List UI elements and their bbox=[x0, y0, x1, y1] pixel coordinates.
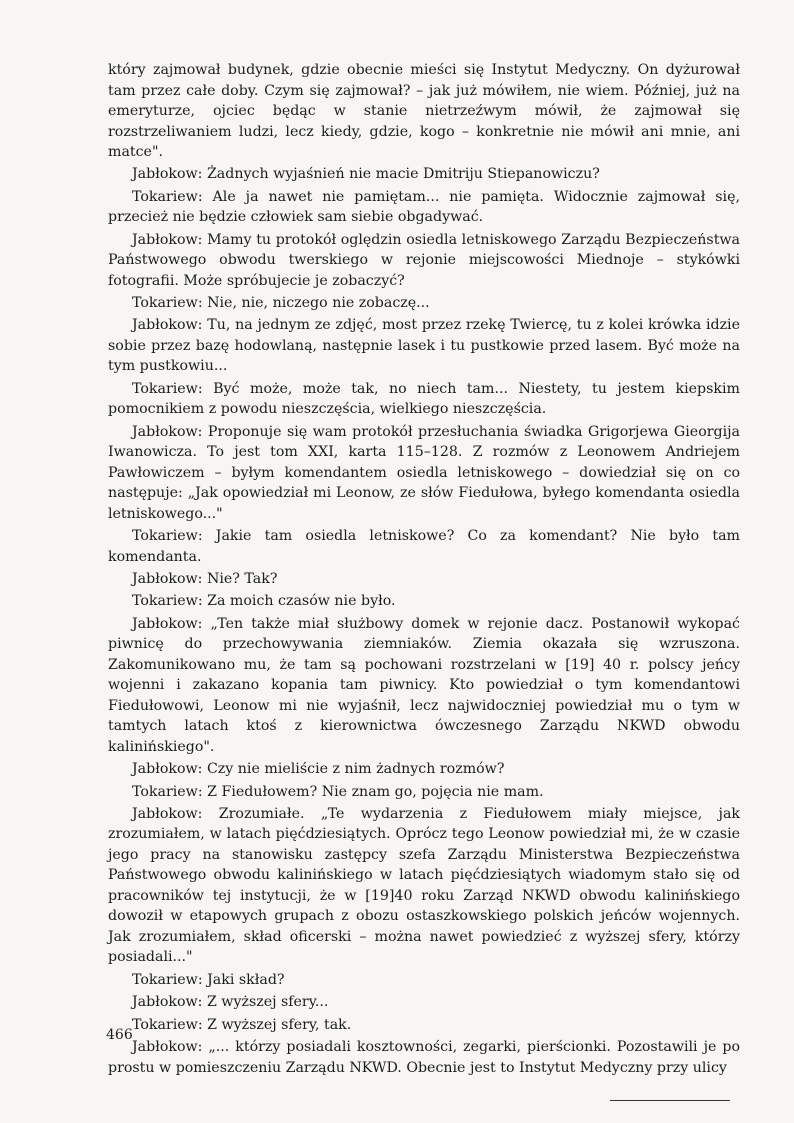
paragraph: Jabłokow: Zrozumiałe. „Te wydarzenia z Fiedułowem miały miejsce, jak zrozumiałem, w latach pięćdziesiątych. Oprócz tego Leonow powiedział mi, że w czasie jego pracy na stanowisku zastępcy szefa Zarządu Ministerstwa Bezpieczeństwa Państwowego obwodu kalinińskiego w latach pięćdziesiątych wiadomym stało się od pracowników tej instytucji, że w [19]40 roku Zarząd NKWD obwodu kalinińskiego dowoził w etapowych grupach z obozu ostaszkowskiego polskich jeńców wojennych. Jak zrozumiałem, skład oficerski – można nawet powiedzieć z wyższej sfery, którzy posiadali..." bbox=[108, 805, 740, 966]
paragraph: Jabłokow: Nie? Tak? bbox=[132, 571, 278, 588]
paragraph: Tokariew: Jakie tam osiedla letniskowe? Co za komendant? Nie było tam komendanta. bbox=[108, 528, 740, 565]
paragraph: Tokariew: Za moich czasów nie było. bbox=[132, 593, 396, 610]
paragraph: Tokariew: Jaki skład? bbox=[132, 971, 285, 988]
paragraph: Tokariew: Z wyższej sfery, tak. bbox=[132, 1016, 352, 1033]
paragraph: Jabłokow: Tu, na jednym ze zdjęć, most przez rzekę Twiercę, tu z kolei krówka idzie sobie przez bazę hodowlaną, następnie lasek i tu pustkowie przed lasem. Być może na tym pustkowiu... bbox=[108, 317, 740, 375]
footer-rule bbox=[610, 1100, 730, 1101]
body-text bbox=[108, 60, 740, 1080]
paragraph: Tokariew: Być może, może tak, no niech tam... Niestety, tu jestem kiepskim pomocnikiem z powodu nieszczęścia, wielkiego nieszczęścia. bbox=[108, 380, 740, 418]
paragraph: Jabłokow: Z wyższej sfery... bbox=[132, 994, 329, 1011]
paragraph: Jabłokow: Mamy tu protokół oględzin osiedla letniskowego Zarządu Bezpieczeństwa Państwowego obwodu twerskiego w rejonie miejscowości Miednoje – stykówki fotografii. Może spróbujecie je zobaczyć? bbox=[108, 231, 740, 289]
paragraph: Jabłokow: „... którzy posiadali kosztowności, zegarki, pierścionki. Pozostawili je po prostu w pomieszczeniu Zarządu NKWD. Obecnie jest to Instytut Medyczny przy ulicy bbox=[108, 1039, 740, 1076]
paragraph: który zajmował budynek, gdzie obecnie mieści się Instytut Medyczny. On dyżurował tam przez całe doby. Czym się zajmował? – jak już mówiłem, nie wiem. Później, już na emeryturze, ojciec będąc w stanie nietrzeźwym mówił, że zajmował się rozstrzeliwaniem ludzi, lecz kiedy, gdzie, kogo – konkretnie nie mówił ani mnie, ani matce". bbox=[108, 62, 740, 160]
paragraph: Jabłokow: „Ten także miał służbowy domek w rejonie dacz. Postanowił wykopać piwnicę do przechowywania ziemniaków. Ziemia okazała się wzruszona. Zakomunikowano mu, że tam są pochowani rozstrzelani w [19] 40 r. polscy jeńcy wojenni i zakazano kopania tam piwnicy. Kto powiedział o tym komendantowi Fiedułowowi, Leonow mi nie wyjaśnił, lecz najwidoczniej powiedział mu o tym w tamtych latach ktoś z kierownictwa ówczesnego Zarządu NKWD obwodu kalinińskiego". bbox=[108, 615, 740, 755]
paragraph: Tokariew: Z Fiedułowem? Nie znam go, pojęcia nie mam. bbox=[132, 783, 544, 800]
paragraph: Tokariew: Nie, nie, niczego nie zobaczę... bbox=[132, 295, 430, 312]
paragraph: Jabłokow: Czy nie mieliście z nim żadnych rozmów? bbox=[132, 761, 505, 778]
paragraph: Jabłokow: Proponuje się wam protokół przesłuchania świadka Grigorjewa Gieorgija Iwanowicza. To jest tom XXI, karta 115–128. Z rozmów z Leonowem Andriejem Pawłowiczem – byłym komendantem osiedla letniskowego – dowiedział się on co następuje: „Jak opowiedział mi Leonow, ze słów Fiedułowa, byłego komendanta osiedla letniskowego..." bbox=[108, 423, 740, 522]
page-number: 466 bbox=[106, 1027, 133, 1043]
paragraph: Jabłokow: Żadnych wyjaśnień nie macie Dmitriju Stiepanowiczu? bbox=[132, 166, 600, 183]
paragraph: Tokariew: Ale ja nawet nie pamiętam... nie pamięta. Widocznie zajmował się, przecież nie będzie człowiek sam siebie obgadywać. bbox=[108, 188, 740, 226]
